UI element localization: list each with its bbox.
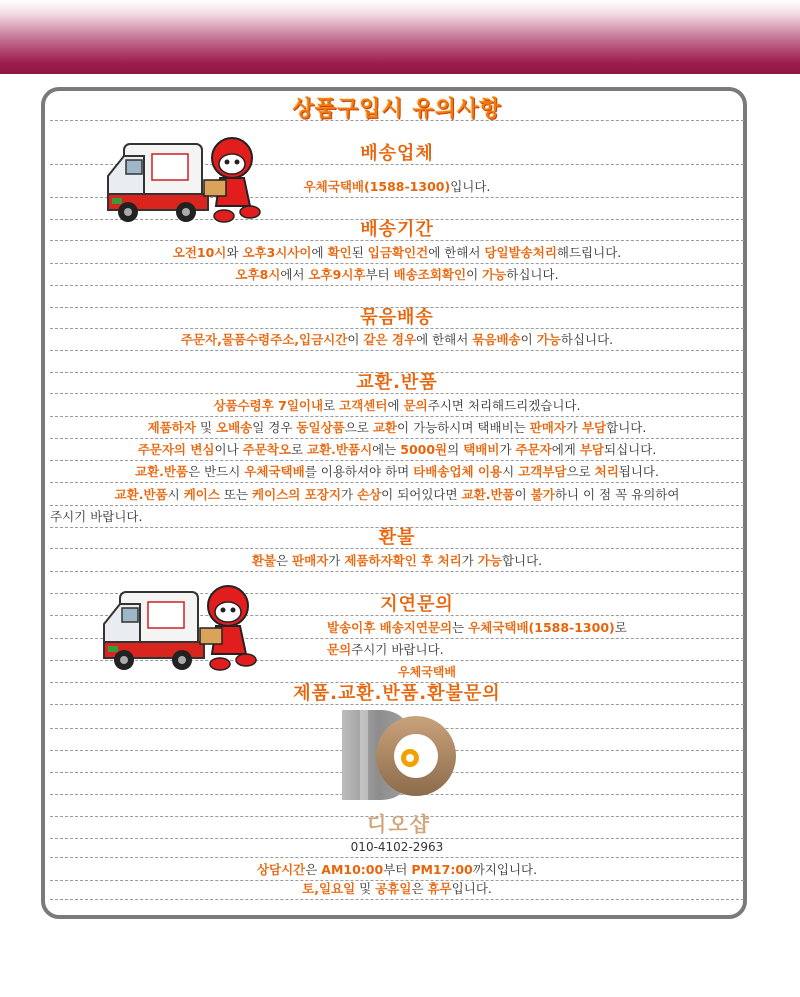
hl: 부담 [581,420,607,435]
row-exchange-1 [50,395,744,417]
hl: 5000원 [400,442,448,457]
text: 가 [328,553,345,568]
hl: 주문착오 [242,442,291,457]
text: 된 [351,245,368,260]
text: 가 [340,487,357,502]
hl: 고객센터 [339,398,388,413]
hl: 묶음배송 [472,332,521,347]
text: 부터 [365,267,394,282]
courier-name: 우체국택배(1588-1300) [303,179,451,194]
text: 에서 [280,267,309,282]
bundle-shipping-title: 묶음배송 [360,307,434,328]
contact-title: 제품.교환.반품.환불문의 [293,683,501,704]
text: 시 [167,487,184,502]
hl: 당일발송처리 [484,245,557,260]
hl: 오후9시후 [308,267,366,282]
hl: 판매자 [529,420,566,435]
main-title: 상품구입시 유의사항 [292,97,502,122]
text: 은 [305,862,322,877]
shipping-company-title: 배송업체 [360,143,434,164]
text: 은 반드시 [188,464,245,479]
text: 됩니다. [618,464,659,479]
text: 하니 이 점 꼭 유의하여 [554,487,680,502]
hl: 상담시간 [256,862,306,877]
hl: 입금확인건 [367,245,429,260]
row-shipping-period-2 [50,264,744,286]
text: 이나 [214,442,243,457]
hl: 처리 [594,464,619,479]
hl: 택배비 [463,442,500,457]
hl: 교환.반품 [461,487,515,502]
hl: 토,일요일 [302,881,356,896]
row-empty [50,286,744,308]
text: 및 [195,420,216,435]
text: 부터 [383,862,412,877]
hl: 배송조회확인 [393,267,467,282]
hl: 교환.반품 [135,464,189,479]
text: 시 [502,464,519,479]
hl: 같은 경우 [363,332,417,347]
hl: 우체국택배 [244,464,305,479]
delivery-truck-mascot-icon [100,584,268,676]
hl: 가능 [477,553,502,568]
row-exchange-3 [50,439,744,461]
text: 에 [387,398,404,413]
hl: 주문자,물품수령주소,입금시간 [180,332,348,347]
text: 가 [461,553,478,568]
hl: 오후3시사이 [242,245,312,260]
text: 입니다. [450,179,491,194]
text: 에 한해서 [416,332,473,347]
text: 으로 [566,464,595,479]
row-exchange-4 [50,461,744,483]
hl: 제품하자확인 후 처리 [344,553,462,568]
row-exchange-6 [50,506,744,528]
top-banner [0,0,800,74]
courier-label: 우체국택배 [398,665,456,679]
row-exchange-title [50,372,744,394]
text: 되십니다. [604,442,657,457]
shop-name: 디오샵 [367,812,431,836]
exchange-return-title: 교환.반품 [356,372,438,393]
text: 의 [447,442,464,457]
text: 와 [226,245,243,260]
text: 주시면 처리해드리겠습니다. [427,398,581,413]
hl: 환불 [251,553,276,568]
text: 일 경우 [252,420,297,435]
hl: 동일상품 [296,420,345,435]
text: 하십니다. [506,267,559,282]
row-exchange-5 [50,484,744,506]
row-bundle-1 [50,329,744,351]
text: 하십니다. [560,332,614,347]
refund-title: 환불 [378,527,416,548]
text: 가 [499,442,516,457]
phone-number: 010-4102-2963 [350,840,444,854]
text: 에 [311,245,328,260]
hl: AM10:00 [321,862,384,877]
hl: 오전10시 [172,245,227,260]
text: 이 [520,332,537,347]
hl: PM17:00 [411,862,473,877]
hl: 발송이후 배송지연문의 [327,620,453,635]
text: 합니다. [501,553,543,568]
hl: 가능 [536,332,561,347]
text: 으로 [344,420,373,435]
text: 이 가능하시며 택배비는 [397,420,530,435]
hl: 오배송 [216,420,253,435]
row-phone [50,836,744,858]
hl: 케이스의 포장지 [252,487,341,502]
row-exchange-2 [50,417,744,439]
hl: 우체국택배(1588-1300) [468,620,615,635]
hl: 상품수령후 7일이내 [213,398,324,413]
text: 가 [565,420,582,435]
hl: 부담 [579,442,605,457]
delay-inquiry-title: 지연문의 [380,594,454,615]
text: 에는 [372,442,401,457]
hl: 제품하자 [147,420,196,435]
text: 이 [466,267,483,282]
row-refund-title [50,527,744,549]
hl: 확인 [327,245,352,260]
row-main-title [50,99,744,121]
row-empty [50,351,744,373]
hl: 오후8시 [235,267,281,282]
hl: 주문자의 변심 [137,442,215,457]
text: 주시기 바랍니다. [351,642,444,657]
text: 를 이용하셔야 하며 [304,464,414,479]
text: 입니다. [451,881,492,896]
hl: 고객부담 [518,464,567,479]
text: 은 [275,553,293,568]
text: 해드립니다. [556,245,622,260]
hl: 교환.반품 [114,487,168,502]
text: 는 [452,620,469,635]
shipping-period-title: 배송기간 [360,219,434,240]
row-holiday [50,878,744,900]
hl: 문의 [327,642,352,657]
hl: 케이스 [183,487,220,502]
text: 에게 [551,442,580,457]
hl: 주문자 [515,442,552,457]
delivery-truck-mascot-icon [104,136,272,228]
hl: 문의 [403,398,428,413]
text: 이 되어있다면 [381,487,462,502]
text: 은 [411,881,428,896]
hl: 불가 [530,487,555,502]
hl: 손상 [357,487,382,502]
hl: 가능 [482,267,507,282]
text: 에 한해서 [428,245,485,260]
text: 또는 [219,487,253,502]
text: 이 [514,487,531,502]
hl: 교환.반품시 [307,442,373,457]
text: 로 [290,442,308,457]
hl: 판매자 [292,553,329,568]
hl: 공휴일 [375,881,412,896]
text: 및 [355,881,376,896]
row-bundle-title [50,307,744,329]
text: 로 [323,398,340,413]
hl: 교환 [372,420,398,435]
text: 이 [347,332,364,347]
row-shipping-period-1 [50,242,744,264]
text: 로 [614,620,627,635]
hl: 휴무 [427,881,452,896]
row-refund-1 [50,550,744,572]
text: 주시기 바랍니다. [50,509,143,524]
hl: 타배송업체 이용 [413,464,503,479]
text: 합니다. [606,420,647,435]
row-contact-title [50,683,744,705]
text: 까지입니다. [472,862,538,877]
